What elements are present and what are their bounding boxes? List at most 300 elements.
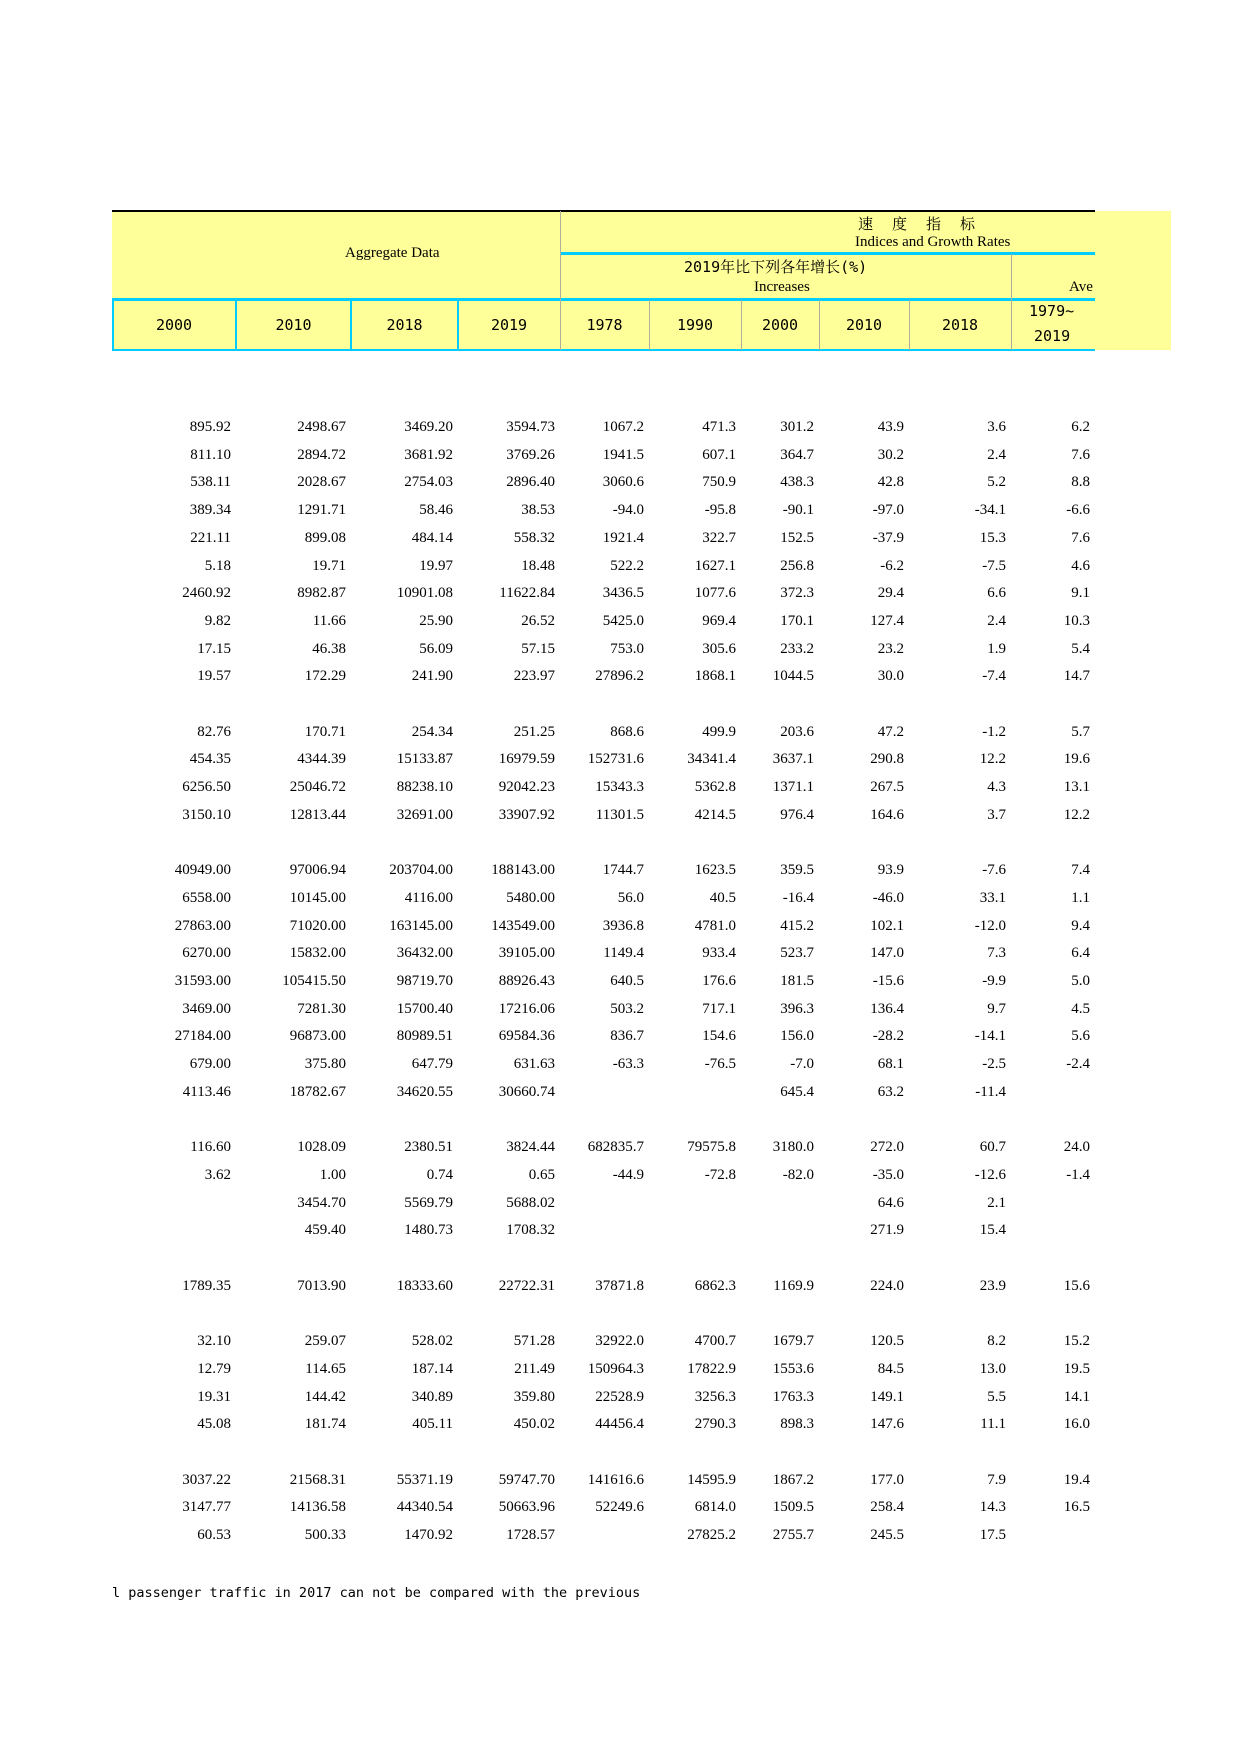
table-cell: -63.3 bbox=[612, 1056, 644, 1073]
table-cell: 1149.4 bbox=[603, 945, 644, 962]
table-cell bbox=[909, 1300, 1011, 1328]
table-cell bbox=[236, 1245, 351, 1273]
table-cell: 3681.92 bbox=[404, 446, 453, 463]
table-cell bbox=[351, 1300, 458, 1328]
table-cell: 156.0 bbox=[780, 1028, 814, 1045]
table-cell: 42.8 bbox=[877, 474, 904, 491]
table-cell bbox=[458, 830, 560, 858]
table-cell: 750.9 bbox=[702, 474, 736, 491]
table-row bbox=[112, 1467, 1095, 1495]
table-cell bbox=[560, 691, 649, 719]
table-cell: 32922.0 bbox=[595, 1333, 644, 1350]
table-cell: -6.2 bbox=[880, 557, 904, 574]
table-cell: 571.28 bbox=[513, 1333, 555, 1350]
table-cell: 13.0 bbox=[979, 1360, 1006, 1377]
table-cell: 3824.44 bbox=[506, 1139, 555, 1156]
table-cell: 359.5 bbox=[780, 862, 814, 879]
footnote: l passenger traffic in 2017 can not be compared with the previous bbox=[112, 1585, 641, 1601]
table-cell: 64.6 bbox=[877, 1194, 904, 1211]
table-cell: -34.1 bbox=[974, 502, 1006, 519]
table-cell: 471.3 bbox=[702, 419, 736, 435]
table-cell: 23.9 bbox=[979, 1277, 1006, 1294]
table-cell: 19.31 bbox=[197, 1388, 231, 1405]
table-cell: 3060.6 bbox=[602, 474, 644, 491]
table-cell: 12.79 bbox=[197, 1360, 231, 1377]
table-cell: -7.6 bbox=[982, 862, 1006, 879]
table-cell: 187.14 bbox=[411, 1360, 453, 1377]
table-cell: 3594.73 bbox=[506, 419, 555, 435]
table-cell bbox=[1011, 691, 1095, 719]
table-cell: 163145.00 bbox=[389, 917, 453, 934]
table-cell: 38.53 bbox=[521, 502, 555, 519]
blank-row bbox=[112, 691, 1095, 719]
table-cell: 256.8 bbox=[780, 557, 814, 574]
table-cell: -12.0 bbox=[974, 917, 1006, 934]
table-cell: 1728.57 bbox=[506, 1527, 555, 1544]
table-cell bbox=[649, 830, 741, 858]
table-cell: 18782.67 bbox=[289, 1083, 346, 1100]
header-top-rule bbox=[112, 210, 1095, 212]
table-cell: 1708.32 bbox=[506, 1222, 555, 1239]
table-cell: 88926.43 bbox=[498, 973, 555, 990]
table-cell bbox=[458, 691, 560, 719]
table-cell: 14.1 bbox=[1063, 1388, 1090, 1405]
table-cell: 170.71 bbox=[304, 723, 346, 740]
table-cell: 4.6 bbox=[1071, 557, 1090, 574]
table-cell: 450.02 bbox=[513, 1416, 555, 1433]
table-cell: 143549.00 bbox=[491, 917, 555, 934]
table-cell: 8.2 bbox=[987, 1333, 1006, 1350]
table-cell: 5362.8 bbox=[694, 779, 736, 796]
indices-en-label: Indices and Growth Rates bbox=[855, 234, 1011, 250]
table-cell: 15.4 bbox=[979, 1222, 1006, 1239]
table-cell: 645.4 bbox=[780, 1083, 814, 1100]
table-cell: 1623.5 bbox=[694, 862, 736, 879]
table-cell: 647.79 bbox=[411, 1056, 453, 1073]
table-cell: 682835.7 bbox=[587, 1139, 644, 1156]
table-cell: 34620.55 bbox=[396, 1083, 453, 1100]
table-row bbox=[112, 1217, 1095, 1245]
table-cell: 6270.00 bbox=[182, 945, 231, 962]
table-cell bbox=[112, 1439, 236, 1467]
table-cell: 4781.0 bbox=[694, 917, 736, 934]
table-cell: 1627.1 bbox=[694, 557, 736, 574]
table-cell: 8.8 bbox=[1071, 474, 1090, 491]
table-cell: 43.9 bbox=[877, 419, 904, 435]
table-cell: 27863.00 bbox=[174, 917, 231, 934]
table-cell: 136.4 bbox=[870, 1000, 904, 1017]
table-cell: -97.0 bbox=[872, 502, 904, 519]
table-cell bbox=[649, 691, 741, 719]
table-cell bbox=[1011, 1300, 1095, 1328]
table-cell: 33.1 bbox=[979, 889, 1006, 906]
table-cell: 8982.87 bbox=[297, 585, 346, 602]
table-cell: 868.6 bbox=[610, 723, 644, 740]
table-cell: 7.3 bbox=[987, 945, 1006, 962]
table-cell: 149.1 bbox=[870, 1388, 904, 1405]
table-cell bbox=[1011, 1439, 1095, 1467]
table-cell: 6558.00 bbox=[182, 889, 231, 906]
table-cell: 97006.94 bbox=[289, 862, 346, 879]
table-cell bbox=[112, 1107, 236, 1135]
table-row bbox=[112, 719, 1095, 747]
table-cell: 522.2 bbox=[610, 557, 644, 574]
table-cell: 895.92 bbox=[189, 419, 231, 435]
table-cell: 5.0 bbox=[1071, 973, 1090, 990]
table-cell: 52249.6 bbox=[595, 1499, 644, 1516]
table-cell: 105415.50 bbox=[282, 973, 346, 990]
table-cell: 2460.92 bbox=[182, 585, 231, 602]
table-cell: 147.6 bbox=[870, 1416, 904, 1433]
blank-row bbox=[112, 1245, 1095, 1273]
table-row bbox=[112, 1079, 1095, 1107]
table-cell: 5480.00 bbox=[506, 889, 555, 906]
table-cell bbox=[1011, 1107, 1095, 1135]
table-cell bbox=[236, 1439, 351, 1467]
table-cell: 9.82 bbox=[204, 612, 231, 629]
table-cell bbox=[351, 691, 458, 719]
table-cell: 120.5 bbox=[870, 1333, 904, 1350]
table-cell: 71020.00 bbox=[289, 917, 346, 934]
header-divider bbox=[560, 252, 1095, 255]
table-cell: 359.80 bbox=[513, 1388, 555, 1405]
table-cell: 11.1 bbox=[980, 1416, 1006, 1433]
table-cell: 4116.00 bbox=[404, 889, 453, 906]
table-cell: 5.5 bbox=[987, 1388, 1006, 1405]
table-cell: -7.4 bbox=[982, 668, 1006, 685]
table-cell: 245.5 bbox=[870, 1527, 904, 1544]
col-header-2010-growth: 2010 bbox=[845, 316, 883, 334]
col-header-2019: 2019 bbox=[490, 316, 528, 334]
table-cell: 3769.26 bbox=[506, 446, 555, 463]
table-cell: 188143.00 bbox=[491, 862, 555, 879]
table-row bbox=[112, 1494, 1095, 1522]
table-cell: 1867.2 bbox=[772, 1471, 814, 1488]
table-cell bbox=[741, 1300, 819, 1328]
table-cell: 438.3 bbox=[780, 474, 814, 491]
table-row bbox=[112, 968, 1095, 996]
table-cell bbox=[909, 691, 1011, 719]
table-cell: 32.10 bbox=[197, 1333, 231, 1350]
table-cell: 5.2 bbox=[987, 474, 1006, 491]
table-cell: 7.6 bbox=[1071, 446, 1090, 463]
table-cell: -7.0 bbox=[790, 1056, 814, 1073]
table-cell: 340.89 bbox=[411, 1388, 453, 1405]
table-cell bbox=[112, 1300, 236, 1328]
table-cell: 44340.54 bbox=[396, 1499, 453, 1516]
table-cell: -44.9 bbox=[612, 1166, 644, 1183]
table-cell: 17822.9 bbox=[687, 1360, 736, 1377]
table-cell: 3147.77 bbox=[182, 1499, 231, 1516]
table-cell: 5.18 bbox=[204, 557, 231, 574]
table-cell: 2894.72 bbox=[297, 446, 346, 463]
table-cell bbox=[236, 691, 351, 719]
table-cell: 9.4 bbox=[1071, 917, 1090, 934]
table-row bbox=[112, 636, 1095, 664]
table-cell: 31593.00 bbox=[174, 973, 231, 990]
table-cell: 30.2 bbox=[877, 446, 904, 463]
table-cell bbox=[1011, 1217, 1095, 1245]
table-cell: 1470.92 bbox=[404, 1527, 453, 1544]
table-cell: 1789.35 bbox=[182, 1277, 231, 1294]
table-cell bbox=[649, 1190, 741, 1218]
table-cell: 631.63 bbox=[513, 1056, 555, 1073]
table-cell: 251.25 bbox=[513, 723, 555, 740]
table-cell: 16.0 bbox=[1063, 1416, 1090, 1433]
table-cell: 33907.92 bbox=[498, 806, 555, 823]
table-cell: 233.2 bbox=[780, 640, 814, 657]
table-cell: -94.0 bbox=[612, 502, 644, 519]
table-cell: 46.38 bbox=[312, 640, 346, 657]
table-cell: 0.65 bbox=[528, 1166, 555, 1183]
table-cell: 259.07 bbox=[304, 1333, 346, 1350]
data-table bbox=[112, 414, 1095, 1550]
table-cell bbox=[560, 830, 649, 858]
table-cell: 7013.90 bbox=[297, 1277, 346, 1294]
table-cell: 93.9 bbox=[877, 862, 904, 879]
table-cell: 15832.00 bbox=[289, 945, 346, 962]
table-cell: 305.6 bbox=[702, 640, 736, 657]
table-cell: 3469.20 bbox=[404, 419, 453, 435]
table-cell: 19.97 bbox=[419, 557, 453, 574]
table-cell: 2896.40 bbox=[506, 474, 555, 491]
table-cell: 5.6 bbox=[1071, 1028, 1090, 1045]
table-cell: 2498.67 bbox=[297, 419, 346, 435]
table-cell: 1763.3 bbox=[772, 1388, 814, 1405]
table-cell: 4.3 bbox=[987, 779, 1006, 796]
table-cell: -6.6 bbox=[1066, 502, 1090, 519]
table-cell bbox=[1011, 1079, 1095, 1107]
table-cell: 147.0 bbox=[870, 945, 904, 962]
table-cell: 18333.60 bbox=[396, 1277, 453, 1294]
table-cell: 30.0 bbox=[877, 668, 904, 685]
table-cell: 59747.70 bbox=[498, 1471, 555, 1488]
table-row bbox=[112, 469, 1095, 497]
table-cell: 272.0 bbox=[870, 1139, 904, 1156]
table-cell: 17.15 bbox=[197, 640, 231, 657]
table-cell: 3256.3 bbox=[694, 1388, 736, 1405]
table-cell bbox=[649, 1245, 741, 1273]
table-cell bbox=[458, 1300, 560, 1328]
table-cell: 114.65 bbox=[305, 1360, 346, 1377]
table-cell: 27896.2 bbox=[595, 668, 644, 685]
table-cell bbox=[741, 1107, 819, 1135]
table-cell: 1868.1 bbox=[694, 668, 736, 685]
table-cell: 102.1 bbox=[870, 917, 904, 934]
table-cell: -15.6 bbox=[872, 973, 904, 990]
table-cell: 2.4 bbox=[987, 612, 1006, 629]
table-row bbox=[112, 885, 1095, 913]
table-cell: 15133.87 bbox=[396, 751, 453, 768]
table-row bbox=[112, 774, 1095, 802]
table-cell: 3037.22 bbox=[182, 1471, 231, 1488]
table-cell: 15343.3 bbox=[595, 779, 644, 796]
table-cell: 12.2 bbox=[1063, 806, 1090, 823]
table-row bbox=[112, 553, 1095, 581]
table-cell: 290.8 bbox=[870, 751, 904, 768]
table-cell bbox=[351, 1439, 458, 1467]
table-cell: 40949.00 bbox=[174, 862, 231, 879]
table-cell: 50663.96 bbox=[498, 1499, 555, 1516]
table-cell: 1028.09 bbox=[297, 1139, 346, 1156]
col-header-2010: 2010 bbox=[275, 316, 312, 334]
table-cell: 19.71 bbox=[312, 557, 346, 574]
table-cell: 5.7 bbox=[1071, 723, 1090, 740]
table-cell: 29.4 bbox=[877, 585, 904, 602]
table-cell: 27184.00 bbox=[174, 1028, 231, 1045]
table-cell: 3.62 bbox=[204, 1166, 231, 1183]
table-cell: 164.6 bbox=[870, 806, 904, 823]
table-cell: 181.74 bbox=[304, 1416, 346, 1433]
table-row bbox=[112, 663, 1095, 691]
table-cell: -37.9 bbox=[872, 529, 904, 546]
table-cell: 176.6 bbox=[702, 973, 736, 990]
table-cell: 0.74 bbox=[426, 1166, 453, 1183]
table-cell bbox=[819, 1300, 909, 1328]
blank-row bbox=[112, 1300, 1095, 1328]
table-cell bbox=[236, 1107, 351, 1135]
table-cell bbox=[741, 1190, 819, 1218]
table-cell: 679.00 bbox=[189, 1056, 231, 1073]
table-cell: -2.4 bbox=[1066, 1056, 1090, 1073]
table-cell: 116.60 bbox=[190, 1139, 231, 1156]
table-cell: 3469.00 bbox=[182, 1000, 231, 1017]
table-cell: 503.2 bbox=[610, 1000, 644, 1017]
table-cell: 19.6 bbox=[1063, 751, 1090, 768]
table-cell: 1.00 bbox=[319, 1166, 346, 1183]
increase-cn-label: 2019年比下列各年增长(%) bbox=[684, 258, 868, 276]
table-cell bbox=[819, 830, 909, 858]
table-cell: 4700.7 bbox=[694, 1333, 736, 1350]
table-cell bbox=[1011, 830, 1095, 858]
table-cell bbox=[560, 1522, 649, 1550]
table-cell: 63.2 bbox=[877, 1083, 904, 1100]
table-row bbox=[112, 1134, 1095, 1162]
table-cell bbox=[909, 1245, 1011, 1273]
table-cell: 23.2 bbox=[877, 640, 904, 657]
table-cell bbox=[1011, 1522, 1095, 1550]
table-cell bbox=[458, 1245, 560, 1273]
table-cell bbox=[351, 1245, 458, 1273]
table-cell: 976.4 bbox=[780, 806, 814, 823]
table-cell: 16979.59 bbox=[498, 751, 555, 768]
table-row bbox=[112, 1273, 1095, 1301]
table-row bbox=[112, 913, 1095, 941]
table-cell: -16.4 bbox=[782, 889, 814, 906]
table-cell: -2.5 bbox=[982, 1056, 1006, 1073]
table-cell: 9.1 bbox=[1071, 585, 1090, 602]
table-cell: 6814.0 bbox=[694, 1499, 736, 1516]
table-cell: 6256.50 bbox=[182, 779, 231, 796]
table-cell: 19.4 bbox=[1063, 1471, 1090, 1488]
table-cell bbox=[560, 1300, 649, 1328]
col-header-avg-top: 1979~ bbox=[1029, 302, 1075, 320]
average-label: Ave bbox=[1069, 279, 1093, 295]
table-cell: 181.5 bbox=[780, 973, 814, 990]
table-cell: 7.4 bbox=[1071, 862, 1090, 879]
table-cell bbox=[560, 1245, 649, 1273]
table-cell: 14.3 bbox=[979, 1499, 1006, 1516]
table-cell: 3150.10 bbox=[182, 806, 231, 823]
table-cell: 523.7 bbox=[780, 945, 814, 962]
table-cell: 55371.19 bbox=[396, 1471, 453, 1488]
table-cell: 84.5 bbox=[877, 1360, 904, 1377]
table-cell: 15.2 bbox=[1063, 1333, 1090, 1350]
table-row bbox=[112, 442, 1095, 470]
table-cell: 11.66 bbox=[312, 612, 346, 629]
table-cell: 717.1 bbox=[702, 1000, 736, 1017]
table-cell bbox=[909, 1439, 1011, 1467]
table-row bbox=[112, 1411, 1095, 1439]
table-cell bbox=[819, 1439, 909, 1467]
table-cell: 2.4 bbox=[987, 446, 1006, 463]
table-cell bbox=[1011, 1190, 1095, 1218]
table-cell: 15.3 bbox=[979, 529, 1006, 546]
table-cell: -28.2 bbox=[872, 1028, 904, 1045]
table-cell: 27825.2 bbox=[687, 1527, 736, 1544]
table-cell: 6.6 bbox=[987, 585, 1006, 602]
table-row bbox=[112, 580, 1095, 608]
table-cell: 2790.3 bbox=[694, 1416, 736, 1433]
table-row bbox=[112, 1190, 1095, 1218]
table-cell: 1553.6 bbox=[772, 1360, 814, 1377]
table-cell bbox=[560, 1079, 649, 1107]
table-cell bbox=[819, 691, 909, 719]
table-row bbox=[112, 1356, 1095, 1384]
table-row bbox=[112, 497, 1095, 525]
table-cell: 6.4 bbox=[1071, 945, 1090, 962]
table-cell: 13.1 bbox=[1063, 779, 1090, 796]
table-cell: 69584.36 bbox=[498, 1028, 555, 1045]
table-cell: 3936.8 bbox=[602, 917, 644, 934]
table-cell: 1941.5 bbox=[602, 446, 644, 463]
table-cell: 127.4 bbox=[870, 612, 904, 629]
table-cell: 221.11 bbox=[190, 529, 231, 546]
table-cell: 2.1 bbox=[987, 1194, 1006, 1211]
table-cell: 3.6 bbox=[987, 419, 1006, 435]
table-cell: 224.0 bbox=[870, 1277, 904, 1294]
table-cell: 37871.8 bbox=[595, 1277, 644, 1294]
table-cell: 4344.39 bbox=[297, 751, 346, 768]
table-cell bbox=[560, 1439, 649, 1467]
table-cell bbox=[112, 1190, 236, 1218]
table-cell: 1509.5 bbox=[772, 1499, 814, 1516]
table-cell: 364.7 bbox=[780, 446, 814, 463]
table-cell: 1371.1 bbox=[772, 779, 814, 796]
table-cell: 45.08 bbox=[197, 1416, 231, 1433]
table-cell: 3436.5 bbox=[602, 585, 644, 602]
table-cell: 499.9 bbox=[702, 723, 736, 740]
table-cell: 969.4 bbox=[702, 612, 736, 629]
table-cell: -9.9 bbox=[982, 973, 1006, 990]
table-cell: 1291.71 bbox=[297, 502, 346, 519]
table-cell: 203.6 bbox=[780, 723, 814, 740]
table-cell: -35.0 bbox=[872, 1166, 904, 1183]
table-cell bbox=[649, 1079, 741, 1107]
col-header-2018-growth: 2018 bbox=[941, 316, 979, 334]
table-cell: 4113.46 bbox=[182, 1083, 231, 1100]
table-cell: 170.1 bbox=[780, 612, 814, 629]
table-cell: 17.5 bbox=[979, 1527, 1006, 1544]
table-cell: 538.11 bbox=[190, 474, 231, 491]
table-cell: -12.6 bbox=[974, 1166, 1006, 1183]
table-cell: 11301.5 bbox=[595, 806, 644, 823]
table-cell: 30660.74 bbox=[498, 1083, 555, 1100]
table-cell: 60.7 bbox=[979, 1139, 1006, 1156]
table-cell: 211.49 bbox=[514, 1360, 555, 1377]
table-cell: 1.9 bbox=[987, 640, 1006, 657]
table-cell bbox=[649, 1439, 741, 1467]
